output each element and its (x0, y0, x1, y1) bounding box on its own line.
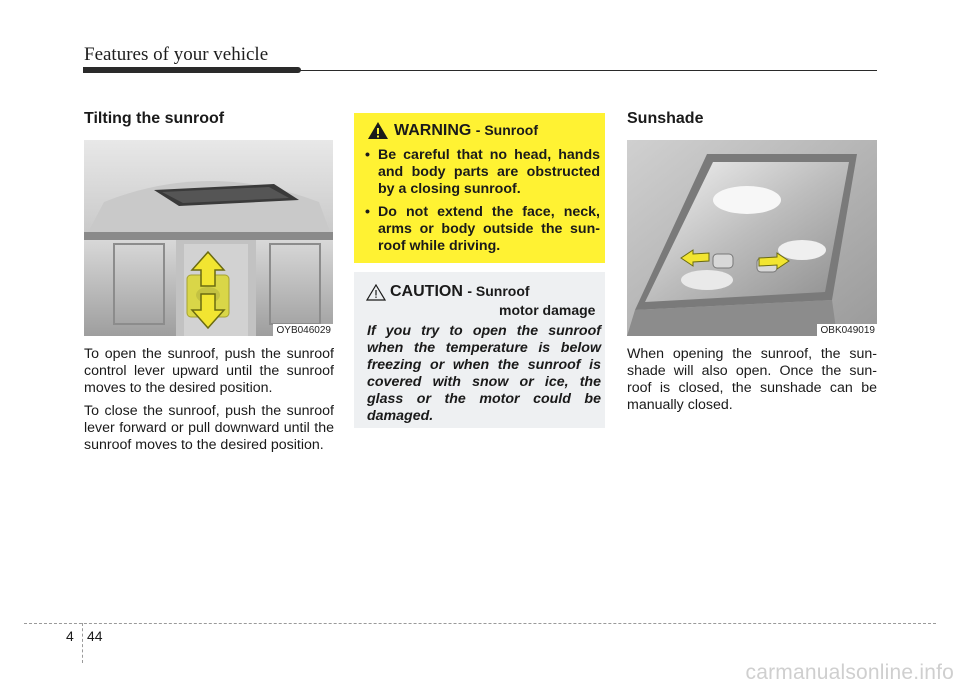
sunroof-lever-illustration (84, 140, 333, 336)
tilting-paragraph-open: To open the sunroof, push the sunroof control lever upward until the sunroof moves to the desired position. (84, 346, 334, 396)
sunshade-heading: Sunshade (627, 110, 704, 127)
warning-item: • Be careful that no head, hands and body parts are obstructed by a closing sunroof. (362, 147, 600, 198)
caution-subtitle-line2: motor damage (499, 302, 596, 318)
tilting-body (84, 346, 334, 460)
caution-text: If you try to open the sunroof when the temperature is below freezing or when the sunroof is covered with snow or ice, the glass or the motor could be damaged. (367, 323, 601, 424)
chapter-number: 4 (66, 628, 74, 644)
header-rule (300, 70, 877, 71)
footer-divider (82, 623, 83, 663)
header-bar (83, 67, 301, 73)
page-number: 44 (87, 628, 103, 644)
image-code: OYB046029 (273, 324, 334, 336)
caution-title: CAUTION (390, 283, 463, 300)
sunshade-body (627, 346, 877, 420)
caution-box (354, 272, 605, 428)
warning-box (354, 113, 605, 263)
caution-triangle-icon (366, 284, 386, 301)
footer-rule (24, 623, 936, 624)
page-header-title: Features of your vehicle (84, 44, 269, 65)
caution-heading (390, 283, 530, 301)
caution-subtitle: - Sunroof (467, 283, 530, 299)
warning-heading (394, 122, 538, 140)
sunroof-lever-image (84, 140, 333, 336)
sunshade-illustration (627, 140, 877, 336)
warning-item: • Do not extend the face, neck, arms or body outside the sun- roof while driving. (362, 204, 600, 255)
warning-subtitle: - Sunroof (475, 122, 538, 138)
image-code: OBK049019 (817, 324, 878, 336)
warning-triangle-icon (367, 121, 389, 140)
warning-title: WARNING (394, 122, 472, 139)
watermark: carmanualsonline.info (745, 661, 954, 684)
sunshade-paragraph: When opening the sunroof, the sun- shade will also open. Once the sun- roof is closed, the sunshade can be manually closed. (627, 346, 877, 413)
tilting-paragraph-close: To close the sunroof, push the sunroof lever forward or pull downward until the sunroof moves to the desired position. (84, 403, 334, 453)
sunshade-image (627, 140, 877, 336)
tilting-heading: Tilting the sunroof (84, 110, 225, 127)
warning-list (362, 147, 600, 261)
